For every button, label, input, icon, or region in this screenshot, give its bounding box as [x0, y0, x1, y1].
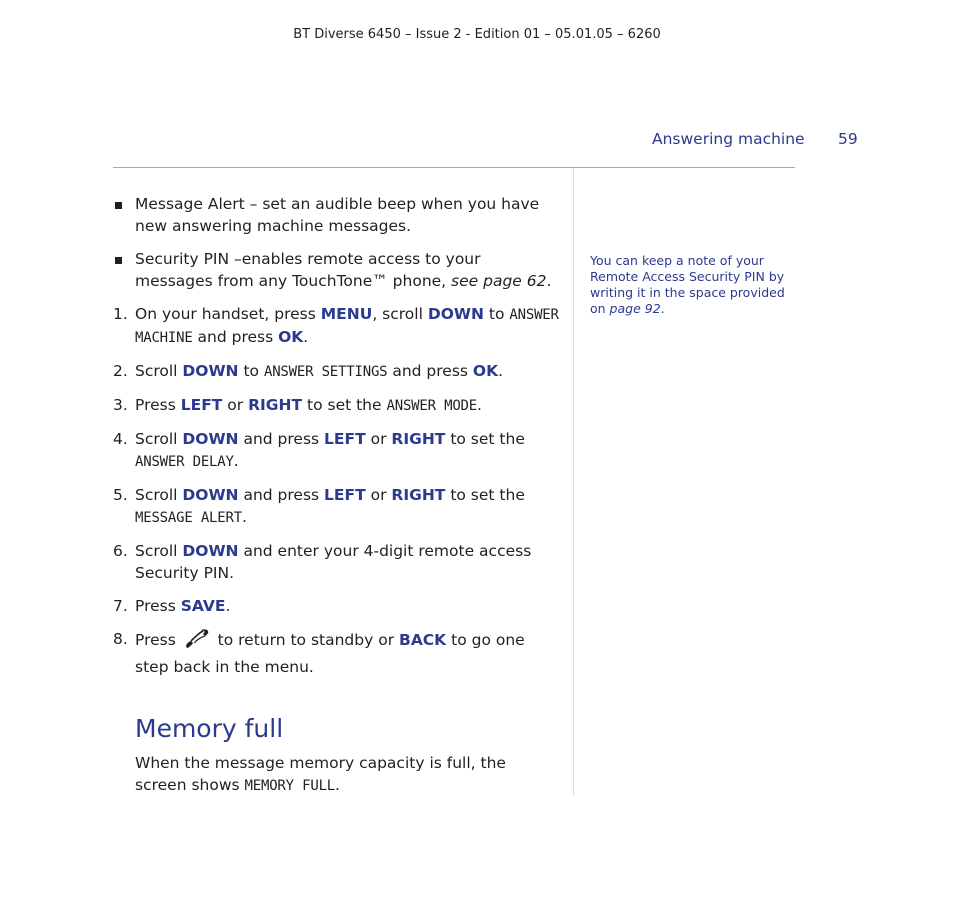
key-ok: OK [472, 362, 499, 380]
step-number: 7. [113, 597, 128, 615]
step-number: 1. [113, 305, 128, 323]
display-text: ANSWER MODE [386, 398, 478, 414]
main-column [113, 193, 561, 797]
step-number: 6. [113, 542, 128, 560]
key-left: LEFT [324, 430, 366, 448]
memory-full-heading: Memory full [135, 714, 284, 743]
page-reference: see page 62 [451, 272, 547, 290]
page-number: 59 [838, 130, 858, 148]
step-number: 4. [113, 430, 128, 448]
step-number: 5. [113, 486, 128, 504]
key-down: DOWN [182, 542, 239, 560]
key-down: DOWN [182, 430, 239, 448]
display-text: ANSWER DELAY [135, 454, 234, 470]
square-bullet-icon [115, 202, 122, 209]
side-note: You can keep a note of your Remote Access Security PIN by writing it in the space provided on page 92. [590, 253, 785, 316]
section-title: Answering machine [652, 130, 805, 148]
bullet-text: Security PIN –enables remote access to your messages from any TouchTone™ phone, [135, 250, 481, 290]
display-text: MESSAGE ALERT [135, 510, 242, 526]
key-down: DOWN [182, 362, 239, 380]
display-text: ANSWER SETTINGS [263, 364, 388, 380]
step-6: 6. Scroll DOWN and enter your 4-digit remote access Security PIN. [113, 542, 532, 582]
key-right: RIGHT [248, 396, 303, 414]
square-bullet-icon [115, 257, 122, 264]
key-right: RIGHT [391, 486, 446, 504]
step-4: 4. Scroll DOWN and press LEFT or RIGHT to set the ANSWER DELAY. [113, 430, 525, 470]
bullet-text: Message Alert – set an audible beep when you have new answering machine messages. [135, 195, 540, 235]
display-text: MEMORY FULL [244, 778, 336, 794]
bullet-message-alert [113, 193, 561, 237]
key-down: DOWN [427, 305, 484, 323]
step-number: 2. [113, 362, 128, 380]
key-right: RIGHT [391, 430, 446, 448]
step-1: 1. On your handset, press MENU, scroll DOWN to ANSWER MACHINE and press OK. [113, 305, 559, 346]
key-ok: OK [278, 328, 304, 346]
memory-full-paragraph: When the message memory capacity is full, the screen shows MEMORY FULL. [135, 754, 506, 794]
bullet-security-pin: Security PIN –enables remote access to your messages from any TouchTone™ phone, see page 62. [113, 248, 561, 292]
step-8: 8. Press to return to standby or BACK to go one step back in the menu. [113, 630, 525, 676]
step-5: 5. Scroll DOWN and press LEFT or RIGHT to set the MESSAGE ALERT. [113, 486, 525, 526]
key-back: BACK [399, 631, 447, 649]
step-number: 3. [113, 396, 128, 414]
display-text: ANSWER MACHINE [135, 307, 559, 346]
end-call-icon [183, 628, 211, 656]
step-7: 7. Press SAVE. [113, 597, 231, 615]
step-3: 3. Press LEFT or RIGHT to set the ANSWER MODE. [113, 396, 482, 414]
page-reference: page 92 [609, 301, 661, 316]
header-rule [113, 167, 795, 168]
document-id-header: BT Diverse 6450 – Issue 2 - Edition 01 – 05.01.05 – 6260 [293, 27, 661, 42]
key-menu: MENU [320, 305, 373, 323]
column-divider [573, 168, 574, 795]
step-2: 2. Scroll DOWN to ANSWER SETTINGS and press OK. [113, 362, 504, 380]
key-left: LEFT [324, 486, 366, 504]
key-left: LEFT [180, 396, 223, 414]
step-number: 8. [113, 630, 128, 648]
key-save: SAVE [180, 597, 226, 615]
key-down: DOWN [182, 486, 239, 504]
